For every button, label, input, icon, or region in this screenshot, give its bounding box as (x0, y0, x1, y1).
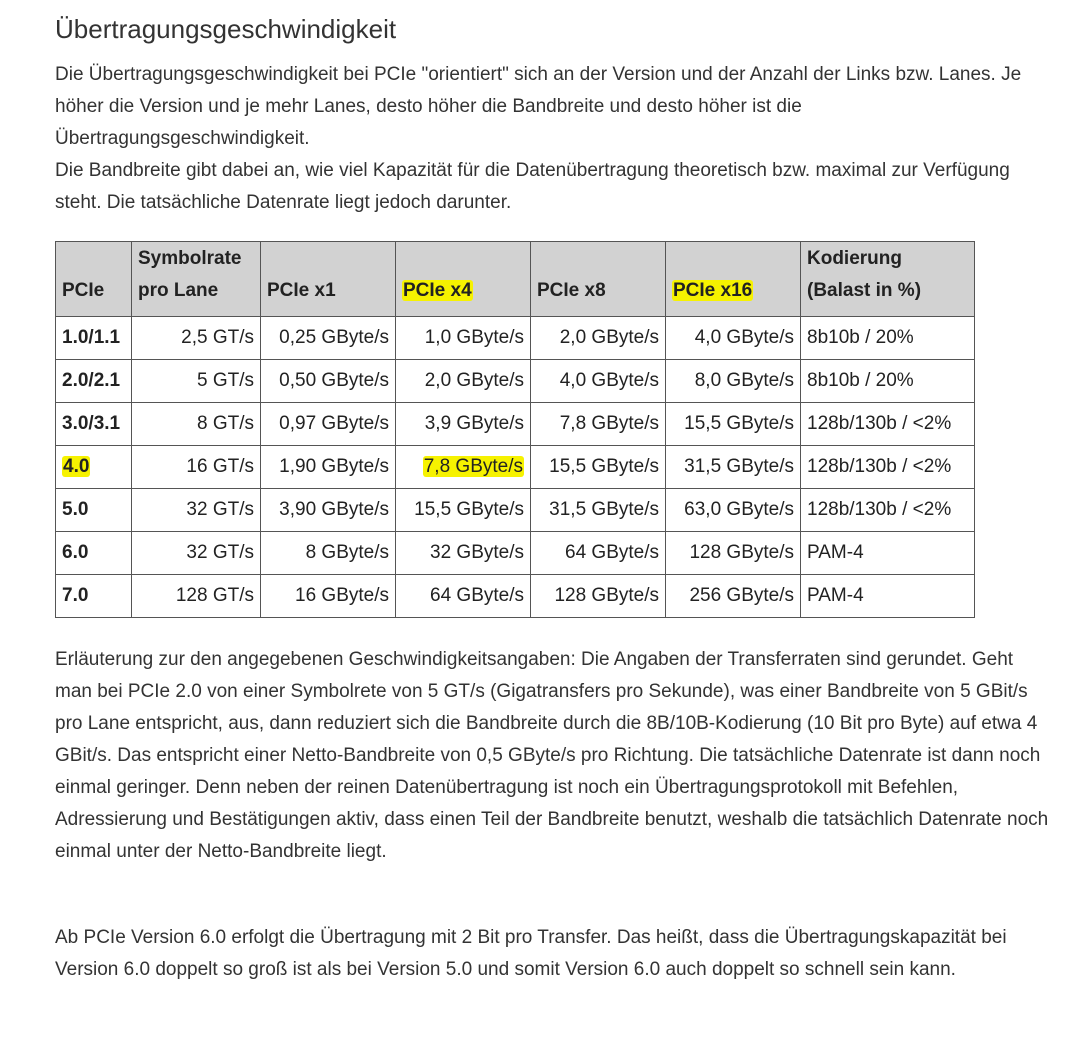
cell-x8: 64 GByte/s (531, 532, 666, 575)
cell-x16: 15,5 GByte/s (666, 403, 801, 446)
cell-encoding: 128b/130b / <2% (801, 489, 975, 532)
highlight-marker: 7,8 GByte/s (423, 456, 523, 477)
cell-encoding: 128b/130b / <2% (801, 403, 975, 446)
cell-x8: 128 GByte/s (531, 575, 666, 618)
cell-x1: 0,25 GByte/s (261, 317, 396, 360)
cell-encoding: 8b10b / 20% (801, 317, 975, 360)
cell-encoding: 8b10b / 20% (801, 360, 975, 403)
header-x8: PCIe x8 (531, 242, 666, 317)
highlight-marker: 4.0 (63, 456, 90, 477)
cell-x1: 0,50 GByte/s (261, 360, 396, 403)
table-row (56, 360, 975, 403)
cell-x8: 4,0 GByte/s (531, 360, 666, 403)
cell-x4: 1,0 GByte/s (396, 317, 531, 360)
intro-paragraph-1: Die Übertragungsgeschwindigkeit bei PCIe "orientiert" sich an der Version und der Anzahl der Links bzw. Lanes. Je höher die Version und je mehr Lanes, desto höher die Bandbreite und desto höher ist die Übertragungsgeschwindigkeit. (55, 64, 1022, 149)
cell-x16: 63,0 GByte/s (666, 489, 801, 532)
intro-text (55, 59, 1055, 219)
cell-x4: 32 GByte/s (396, 532, 531, 575)
cell-version: 1.0/1.1 (56, 317, 132, 360)
cell-version: 6.0 (56, 532, 132, 575)
cell-x8: 15,5 GByte/s (531, 446, 666, 489)
cell-x8: 7,8 GByte/s (531, 403, 666, 446)
cell-x4: 3,9 GByte/s (396, 403, 531, 446)
cell-symbolrate: 2,5 GT/s (132, 317, 261, 360)
cell-x1: 1,90 GByte/s (261, 446, 396, 489)
cell-encoding: PAM-4 (801, 575, 975, 618)
header-x4 (396, 242, 531, 317)
highlight-marker: PCIe x4 (403, 280, 472, 301)
table-row (56, 317, 975, 360)
cell-version: 3.0/3.1 (56, 403, 132, 446)
pcie-speed-table (55, 241, 975, 618)
table-header-row (56, 242, 975, 317)
header-x16 (666, 242, 801, 317)
cell-version (56, 446, 132, 489)
cell-x16: 256 GByte/s (666, 575, 801, 618)
header-x1: PCIe x1 (261, 242, 396, 317)
table-row (56, 446, 975, 489)
cell-encoding: 128b/130b / <2% (801, 446, 975, 489)
cell-x1: 8 GByte/s (261, 532, 396, 575)
cell-symbolrate: 8 GT/s (132, 403, 261, 446)
table-row (56, 532, 975, 575)
cell-x16: 31,5 GByte/s (666, 446, 801, 489)
cell-symbolrate: 128 GT/s (132, 575, 261, 618)
cell-x4: 64 GByte/s (396, 575, 531, 618)
table-row (56, 489, 975, 532)
cell-symbolrate: 5 GT/s (132, 360, 261, 403)
cell-x16: 128 GByte/s (666, 532, 801, 575)
header-symbolrate: Symbolrate pro Lane (132, 242, 261, 317)
cell-encoding: PAM-4 (801, 532, 975, 575)
header-pcie: PCIe (56, 242, 132, 317)
cell-x4: 2,0 GByte/s (396, 360, 531, 403)
cell-x4 (396, 446, 531, 489)
cell-x1: 16 GByte/s (261, 575, 396, 618)
cell-x4: 15,5 GByte/s (396, 489, 531, 532)
cell-version: 5.0 (56, 489, 132, 532)
header-encoding: Kodierung (Balast in %) (801, 242, 975, 317)
cell-x16: 4,0 GByte/s (666, 317, 801, 360)
table-row (56, 575, 975, 618)
cell-x1: 0,97 GByte/s (261, 403, 396, 446)
explanation-paragraph: Erläuterung zur den angegebenen Geschwindigkeitsangaben: Die Angaben der Transferraten sind gerundet. Geht man bei PCIe 2.0 von einer Symbolrete von 5 GT/s (Gigatransfers pro Sekunde), was einer Bandbreite von 5 GBit/s pro Lane entspricht, aus, dann reduziert sich die Bandbreite durch die 8B/10B-Kodierung (10 Bit pro Byte) auf etwa 4 GBit/s. Das entspricht einer Netto-Bandbreite von 0,5 GByte/s pro Richtung. Die tatsächliche Datenrate ist dann noch einmal geringer. Denn neben der reinen Datenübertragung ist noch ein Übertragungsprotokoll mit Befehlen, Adressierung und Bestätigungen aktiv, dass einen Teil der Bandbreite benutzt, weshalb die tatsächlich Datenrate noch einmal unter der Netto-Bandbreite liegt. (55, 649, 1049, 862)
cell-version: 7.0 (56, 575, 132, 618)
page-title: Übertragungsgeschwindigkeit (55, 14, 397, 44)
table-row (56, 403, 975, 446)
cell-x16: 8,0 GByte/s (666, 360, 801, 403)
cell-x8: 2,0 GByte/s (531, 317, 666, 360)
intro-paragraph-2: Die Bandbreite gibt dabei an, wie viel Kapazität für die Datenübertragung theoretisch bzw. maximal zur Verfügung steht. Die tatsächliche Datenrate liegt jedoch darunter. (55, 160, 1010, 213)
cell-x8: 31,5 GByte/s (531, 489, 666, 532)
cell-x1: 3,90 GByte/s (261, 489, 396, 532)
pam4-paragraph: Ab PCIe Version 6.0 erfolgt die Übertragung mit 2 Bit pro Transfer. Das heißt, dass die Übertragungskapazität bei Version 6.0 doppelt so groß ist als bei Version 5.0 und somit Version 6.0 auch doppelt so schnell sein kann. (55, 927, 1007, 980)
cell-symbolrate: 32 GT/s (132, 489, 261, 532)
cell-symbolrate: 32 GT/s (132, 532, 261, 575)
highlight-marker: PCIe x16 (673, 280, 753, 301)
cell-symbolrate: 16 GT/s (132, 446, 261, 489)
cell-version: 2.0/2.1 (56, 360, 132, 403)
